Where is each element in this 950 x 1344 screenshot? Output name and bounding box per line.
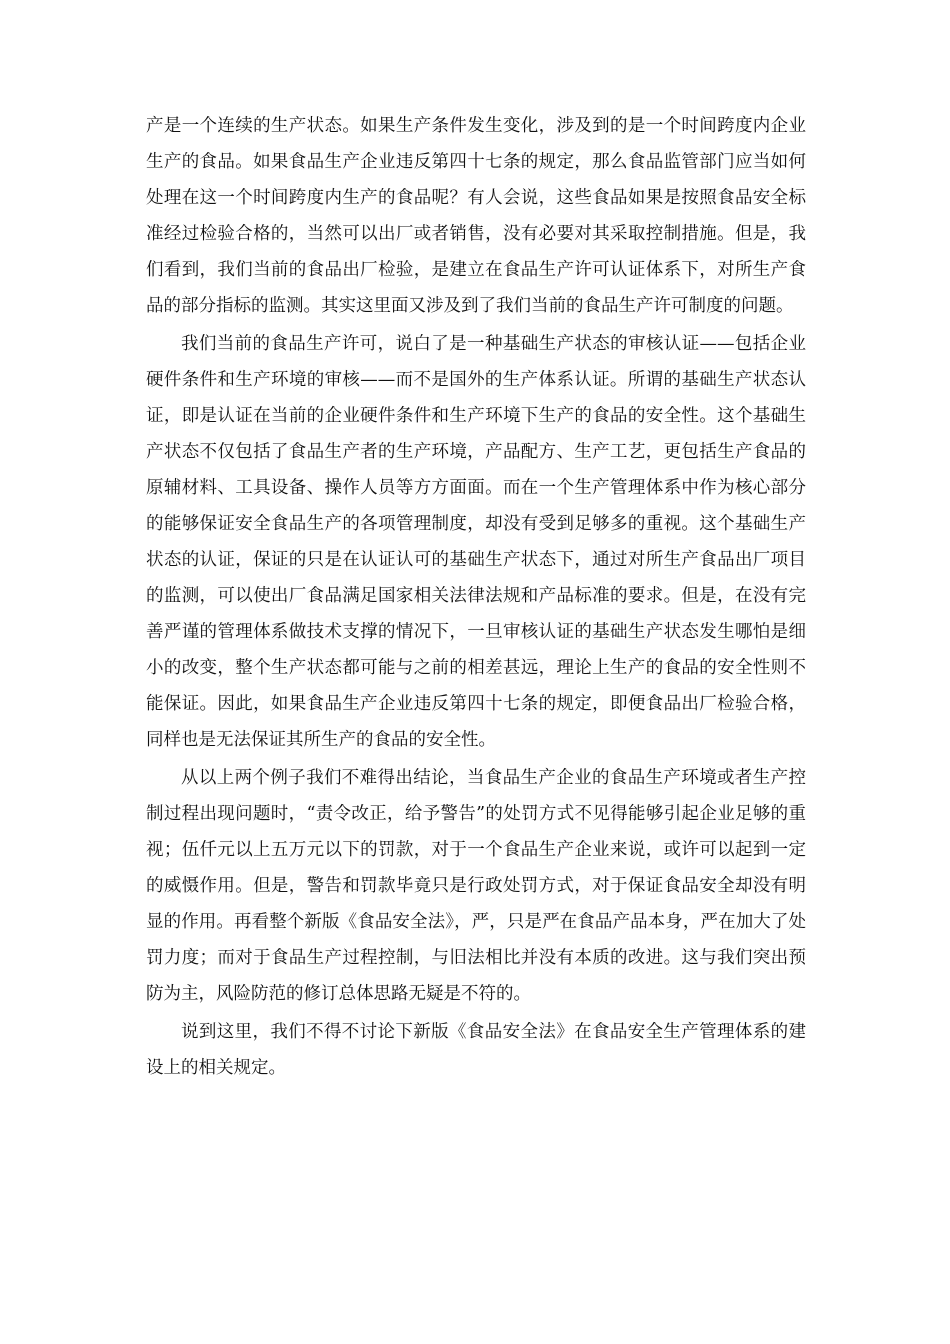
paragraph-1: 产是一个连续的生产状态。如果生产条件发生变化，涉及到的是一个时间跨度内企业生产的食品。如果食品生产企业违反第四十七条的规定，那么食品监管部门应当如何处理在这一个时间跨度内生产的食品呢？有人会说，这些食品如果是按照食品安全标准经过检验合格的，当然可以出厂或者销售，没有必要对其采取控制措施。但是，我们看到，我们当前的食品出厂检验，是建立在食品生产许可认证体系下，对所生产食品的部分指标的监测。其实这里面又涉及到了我们当前的食品生产许可制度的问题。	[146, 116, 806, 316]
paragraph-3: 从以上两个例子我们不难得出结论，当食品生产企业的食品生产环境或者生产控制过程出现问题时，“责令改正，给予警告”的处罚方式不见得能够引起企业足够的重视；伍仟元以上五万元以下的罚款，对于一个食品生产企业来说，或许可以起到一定的威慑作用。但是，警告和罚款毕竟只是行政处罚方式，对于保证食品安全却没有明显的作用。再看整个新版《食品安全法》，严，只是严在食品产品本身，严在加大了处罚力度；而对于食品生产过程控制，与旧法相比并没有本质的改进。这与我们突出预防为主，风险防范的修订总体思路无疑是不符的。	[146, 768, 806, 1004]
paragraph-2: 我们当前的食品生产许可，说白了是一种基础生产状态的审核认证——包括企业硬件条件和生产环境的审核——而不是国外的生产体系认证。所谓的基础生产状态认证，即是认证在当前的企业硬件条件和生产环境下生产的食品的安全性。这个基础生产状态不仅包括了食品生产者的生产环境，产品配方、生产工艺，更包括生产食品的原辅材料、工具设备、操作人员等方方面面。而在一个生产管理体系中作为核心部分的能够保证安全食品生产的各项管理制度，却没有受到足够多的重视。这个基础生产状态的认证，保证的只是在认证认可的基础生产状态下，通过对所生产食品出厂项目的监测，可以使出厂食品满足国家相关法律法规和产品标准的要求。但是，在没有完善严谨的管理体系做技术支撑的情况下，一旦审核认证的基础生产状态发生哪怕是细小的改变，整个生产状态都可能与之前的相差甚远，理论上生产的食品的安全性则不能保证。因此，如果食品生产企业违反第四十七条的规定，即便食品出厂检验合格，同样也是无法保证其所生产的食品的安全性。	[146, 334, 806, 750]
document-body	[146, 108, 806, 1088]
paragraph-4: 说到这里，我们不得不讨论下新版《食品安全法》在食品安全生产管理体系的建设上的相关规定。	[146, 1022, 806, 1078]
